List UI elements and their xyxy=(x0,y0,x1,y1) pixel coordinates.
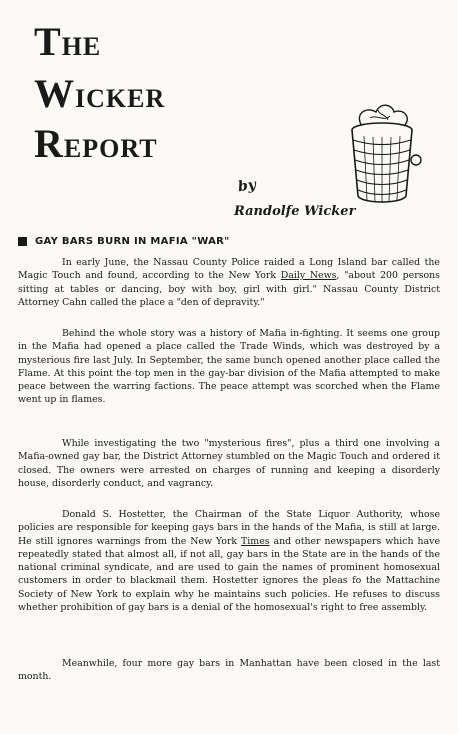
paragraph-text: In early June, the Nassau County Police raided a Long Island bar called the Magic Touch and found, according to the New York xyxy=(18,257,440,282)
title-initial: T xyxy=(34,19,62,64)
article-paragraph-4 xyxy=(18,508,440,614)
bullet-square-icon xyxy=(18,237,27,246)
article-paragraph-1 xyxy=(18,256,440,309)
paragraph-text: and other newspapers which have repeatedly stated that almost all, if not all, gay bars in the State are in the hands of the national criminal syndicate, and are used to gain the names of prominent homosexual customers in order to blackmail them. Hostetter ignores the pleas fo the Mattachine Society of New York to explain why he maintains such policies. He refuses to discuss whether prohibition of gay bars is a denial of the homosexual's right to free assembly. xyxy=(18,535,440,614)
byline-by: by xyxy=(236,176,257,196)
title-line-wicker xyxy=(34,71,166,116)
title-line-the xyxy=(34,19,102,64)
article-paragraph-2: Behind the whole story was a history of Mafia in-fighting. It seems one group in the Mafia had opened a place called the Trade Winds, which was destroyed by a mysterious fire last July. In September, the same bunch opened another place called the Flame. At this point the top men in the gay-bar division of the Mafia attempted to make peace between the warring factions. The peace attempt was scorched when the Flame went up in flames. xyxy=(18,328,440,406)
article-paragraph-5: Meanwhile, four more gay bars in Manhattan have been closed in the last month. xyxy=(18,658,440,683)
paragraph-text: , "about 200 persons sitting at tables or dancing, boy with boy, girl with girl." Nassau County District Attorney Cahn called the place a "den of depravity." xyxy=(18,270,440,308)
title-line-report xyxy=(34,121,158,166)
article-heading-text: GAY BARS BURN IN MAFIA "WAR" xyxy=(35,236,230,247)
title-rest: HE xyxy=(61,32,102,61)
title-initial: W xyxy=(34,71,75,116)
title-rest: EPORT xyxy=(63,134,158,163)
newspaper-name: Times xyxy=(241,535,270,547)
article-heading xyxy=(18,236,438,247)
paragraph-text: Donald S. Hostetter, the Chairman of the State Liquor Authority, whose policies are responsible for keeping gays bars in the hands of the Mafia, is still at large. He still ignores warnings from the New York xyxy=(18,509,440,547)
author-signature: Randolfe Wicker xyxy=(234,204,356,219)
title-initial: R xyxy=(34,121,64,166)
article-paragraph-3: While investigating the two "mysterious fires", plus a third one involving a Mafia-owned gay bar, the District Attorney stumbled on the Magic Touch and ordered it closed. The owners were arrested on charges of running and keeping a disorderly house, disorderly conduct, and vagrancy. xyxy=(18,438,440,489)
wastebasket-illustration xyxy=(332,100,432,210)
title-rest: ICKER xyxy=(75,84,166,113)
newspaper-name: Daily News xyxy=(280,270,337,282)
